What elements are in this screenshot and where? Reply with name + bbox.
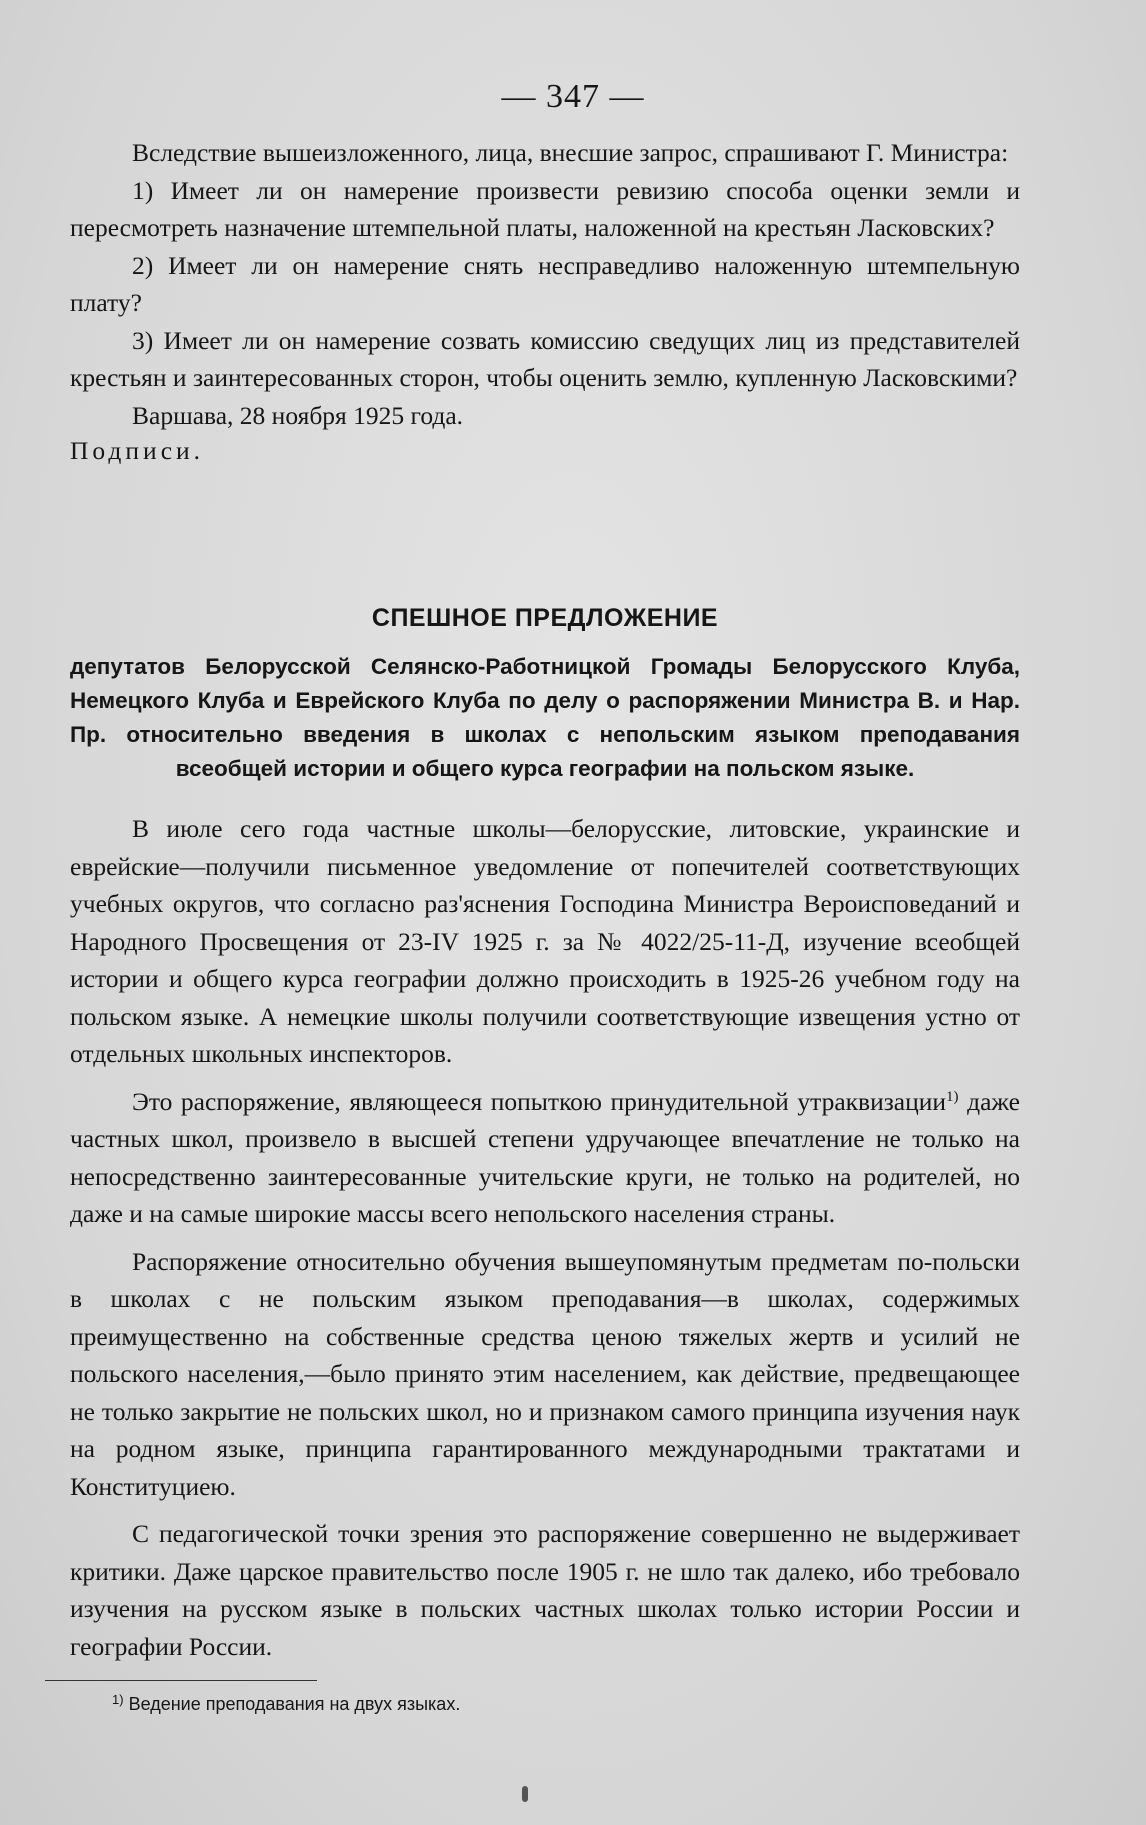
footnote-mark: 1) — [112, 1692, 124, 1707]
footnote-text: Ведение преподавания на двух языках. — [128, 1694, 461, 1714]
motion-subtitle: депутатов Белорусской Селянско-Работницкой Громады Белорусского Клуба, Немецкого Клуба и Еврейского Клуба по делу о распоряжении Министра В. и Нар. Пр. относительно введения в школах с непольским языком преподавания всеобщей истории и общего курса географии на польском языке. — [70, 653, 1020, 781]
signatures: Подписи. — [70, 436, 205, 465]
question-3: 3) Имеет ли он намерение созвать комиссию сведущих лиц из представителей крестьян и заинтересованных сторон, чтобы оценить землю, купленную Ласковскими? — [70, 325, 1020, 392]
paragraph-2-end: даже частных школ, произвело в высшей степени удручающее впечатление не только на непосредственно заинтересованные учительские круги, не только на родителей, но даже и на самые широкие массы всего непольского населения страны. — [70, 1086, 1020, 1228]
motion-body — [70, 810, 1020, 1665]
paragraph-4: С педагогической точки зрения это распоряжение совершенно не выдерживает критики. Даже царское правительство после 1905 г. не шло так далеко, ибо требовало изучения на русском языке в польских частных школах только истории России и географии России. — [70, 1519, 1020, 1661]
intro-paragraph: Вследствие вышеизложенного, лица, внесшие запрос, спрашивают Г. Министра: — [132, 138, 1009, 167]
footnote-ref: 1) — [946, 1088, 959, 1105]
print-mark — [522, 1786, 528, 1802]
motion-section — [70, 600, 1020, 786]
date-line: Варшава, 28 ноября 1925 года. — [132, 400, 464, 430]
footnote — [112, 1692, 460, 1715]
paragraph-1: В июле сего года частные школы—белорусские, литовские, украинские и еврейские—получили письменное уведомление от попечителей соответствующих учебных округов, что согласно раз'яснения Господина Министра Вероисповеданий и Народного Просвещения от 23-IV 1925 г. за № 4022/25-11-Д, изучение всеобщей истории и общего курса географии должно происходить в 1925-26 учебном году на польском языке. А немецкие школы получили соответствующие извещения устно от отдельных школьных инспекторов. — [70, 814, 1020, 1068]
page-number: — 347 — — [501, 78, 645, 115]
paragraph-2 — [70, 1083, 1020, 1233]
question-1: 1) Имеет ли он намерение произвести ревизию способа оценки земли и пересмотреть назначение штемпельной платы, наложенной на крестьян Ласковских? — [70, 175, 1020, 242]
paragraph-2-start: Это распоряжение, являющееся попыткою принудительной утраквизации — [132, 1086, 947, 1116]
footnote-divider — [45, 1680, 317, 1681]
question-2: 2) Имеет ли он намерение снять несправедливо наложенную штемпельную плату? — [70, 250, 1020, 317]
intro-section — [70, 134, 1020, 470]
motion-title: СПЕШНОЕ ПРЕДЛОЖЕНИЕ — [371, 604, 719, 632]
paragraph-3: Распоряжение относительно обучения вышеупомянутым предметам по-польски в школах с не польским языком преподавания—в школах, содержимых преимущественно на собственные средства ценою тяжелых жертв и усилий не польского населения,—было принято этим населением, как действие, предвещающее не только закрытие не польских школ, но и признаком самого принципа изучения наук на родном языке, принципа гарантированного международными трактатами и Конституциею. — [70, 1246, 1020, 1501]
